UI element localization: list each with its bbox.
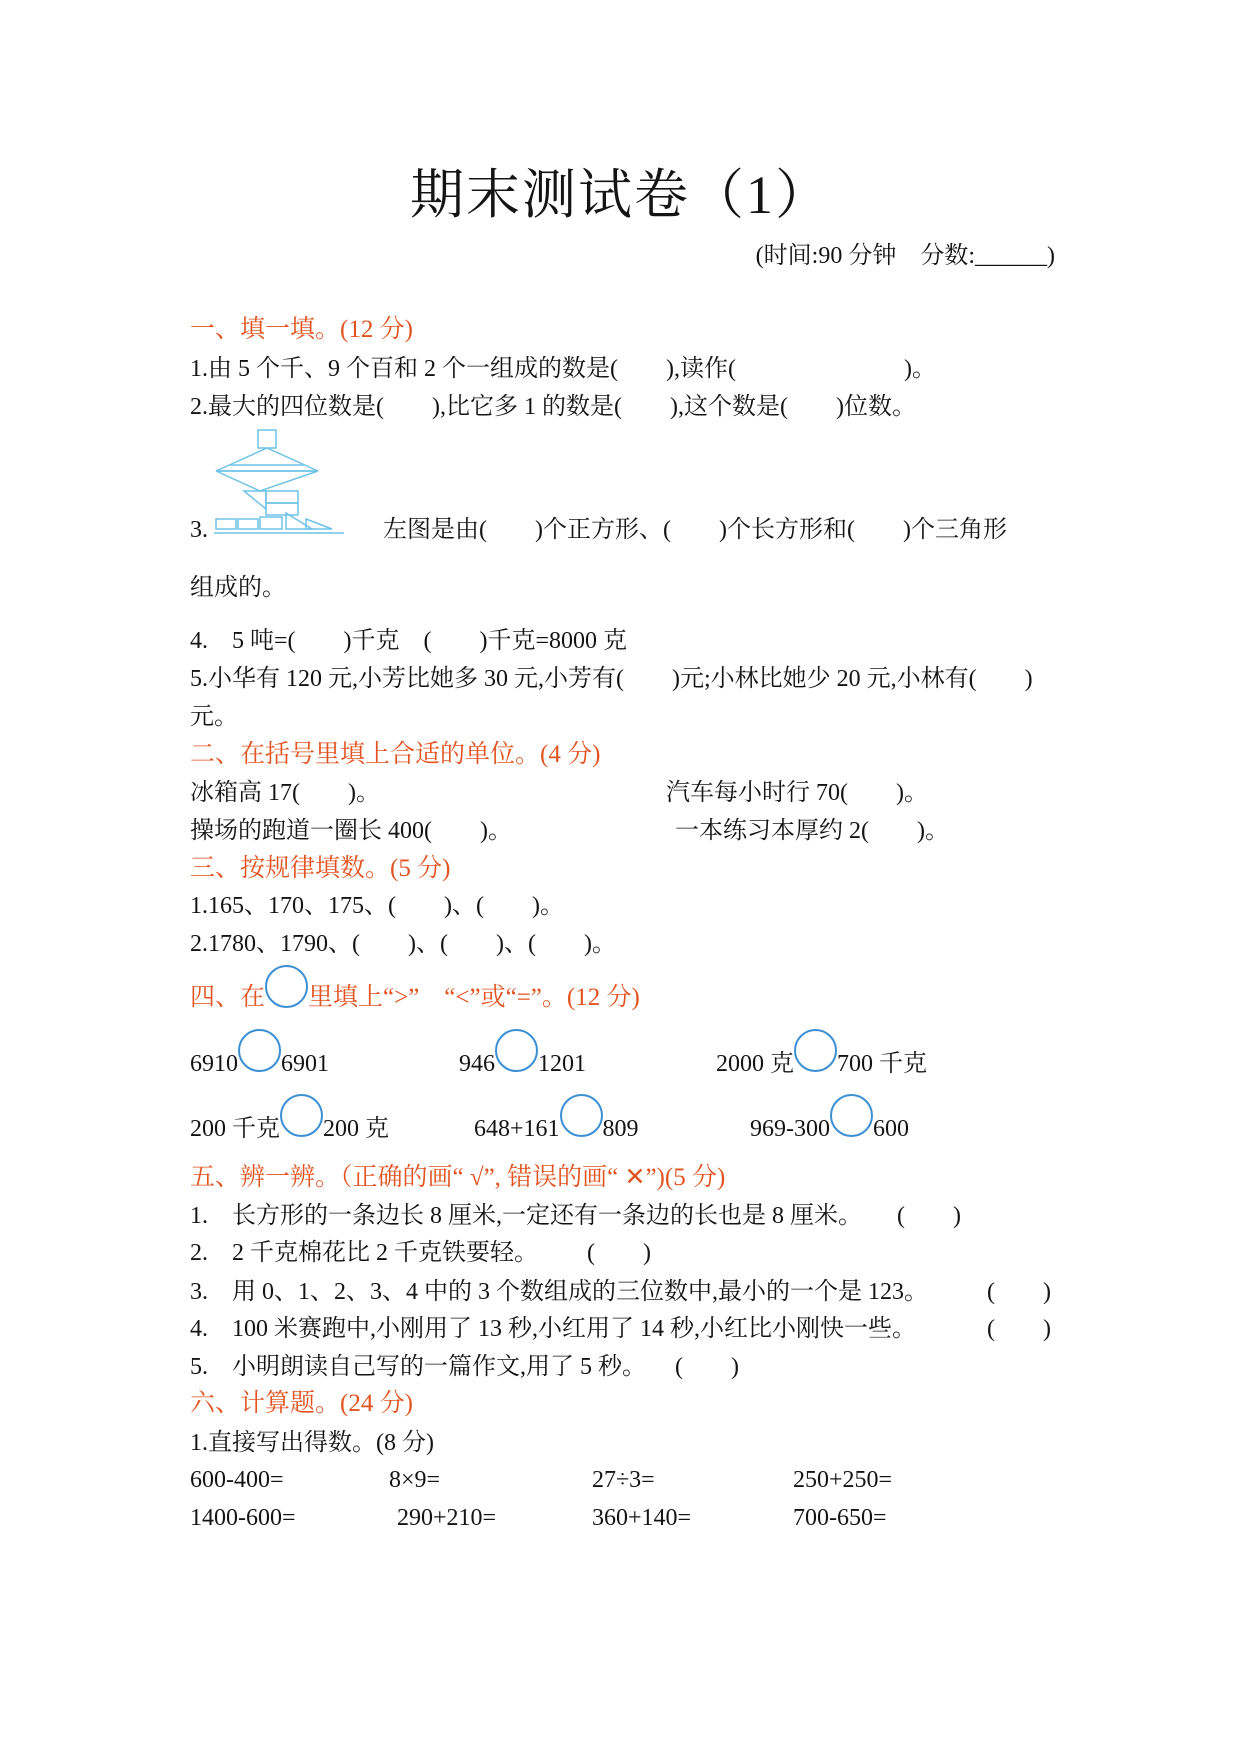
section2-item-3: 操场的跑道一圈长 400( )。 (190, 818, 512, 844)
blank-circle-icon (794, 1029, 837, 1072)
blank-circle-icon (830, 1094, 873, 1137)
judge-item-text: 2. 2 千克棉花比 2 千克铁要轻。 (190, 1240, 538, 1266)
figure-base-rect-3 (260, 517, 282, 529)
figure-base-rect-1 (216, 519, 236, 529)
section1-question-2: 2.最大的四位数是( ),比它多 1 的数是( ),这个数是( )位数。 (190, 394, 916, 420)
comparison-item (459, 1049, 586, 1079)
judge-item-text: 4. 100 米赛跑中,小刚用了 13 秒,小红用了 14 秒,小红比小刚快一些。 (190, 1316, 916, 1342)
blank-circle-icon (560, 1094, 603, 1137)
section6-header: 六、计算题。(24 分) (190, 1390, 413, 1417)
comparison-item (474, 1114, 639, 1144)
section1-question-5: 5.小华有 120 元,小芳比她多 30 元,小芳有( )元;小林比她少 20 元,小林有( ) (190, 666, 1033, 692)
figure-upper-triangle (216, 448, 318, 471)
figure-rectangle-1 (266, 491, 298, 503)
section2-item-4: 一本练习本厚约 2( )。 (675, 818, 949, 844)
section3-header: 三、按规律填数。(5 分) (190, 855, 451, 882)
figure-rectangle-2 (266, 503, 298, 515)
figure-base-rect-2 (238, 519, 258, 529)
section2-item-1: 冰箱高 17( )。 (190, 780, 380, 806)
calc-expression: 360+140= (592, 1505, 692, 1531)
calc-expression: 250+250= (793, 1467, 893, 1493)
judge-item-blank: ( ) (675, 1354, 739, 1380)
calc-expression: 1400-600= (190, 1505, 296, 1531)
comparison-left: 2000 克 (716, 1051, 794, 1077)
comparison-item (750, 1114, 909, 1144)
judge-item-blank: ( ) (987, 1316, 1051, 1342)
calc-expression: 8×9= (389, 1467, 441, 1493)
comparison-right: 1201 (538, 1051, 586, 1077)
comparison-right: 700 千克 (837, 1051, 927, 1077)
section6-subheading: 1.直接写出得数。(8 分) (190, 1430, 434, 1456)
comparison-left: 648+161 (474, 1116, 560, 1142)
judge-item-blank: ( ) (897, 1203, 961, 1229)
comparison-right: 600 (873, 1116, 909, 1142)
judge-item-blank: ( ) (987, 1279, 1051, 1305)
section1-question-3-cont: 组成的。 (190, 575, 286, 601)
blank-circle-icon (280, 1094, 323, 1137)
section1-question-1: 1.由 5 个千、9 个百和 2 个一组成的数是( ),读作( )。 (190, 356, 936, 382)
blank-circle-icon (495, 1029, 538, 1072)
figure-small-triangle (244, 491, 266, 509)
section3-item-2: 2.1780、1790、( )、( )、( )。 (190, 931, 616, 957)
section2-item-2: 汽车每小时行 70( )。 (666, 780, 928, 806)
section4-header-prefix: 四、在 (190, 984, 266, 1011)
section4-header-suffix: 里填上“>” “<”或“=”。(12 分) (308, 984, 640, 1011)
comparison-item (716, 1049, 927, 1079)
comparison-left: 200 千克 (190, 1116, 280, 1142)
figure-lower-triangle (216, 471, 318, 491)
section2-header: 二、在括号里填上合适的单位。(4 分) (190, 741, 601, 768)
judge-item-text: 3. 用 0、1、2、3、4 中的 3 个数组成的三位数中,最小的一个是 123。 (190, 1279, 928, 1305)
section1-question-3-number: 3. (190, 517, 208, 543)
comparison-left: 6910 (190, 1051, 238, 1077)
calc-expression: 600-400= (190, 1467, 284, 1493)
comparison-right: 809 (602, 1116, 639, 1142)
figure-top-square (258, 430, 276, 448)
section3-item-1: 1.165、170、175、( )、( )。 (190, 893, 564, 919)
judge-item-blank: ( ) (587, 1240, 651, 1266)
comparison-item (190, 1114, 389, 1144)
section1-question-5-cont: 元。 (190, 704, 238, 730)
comparison-left: 946 (459, 1051, 495, 1077)
exam-info: (时间:90 分钟 分数:______) (755, 243, 1055, 269)
judge-item-text: 1. 长方形的一条边长 8 厘米,一定还有一条边的长也是 8 厘米。 (190, 1203, 862, 1229)
section1-header: 一、填一填。(12 分) (190, 316, 413, 343)
page-title: 期末测试卷（1） (410, 165, 831, 225)
comparison-right: 6901 (281, 1051, 329, 1077)
shape-figure (214, 429, 344, 539)
section5-header: 五、辨一辨。（正确的画“ √”, 错误的画“ ✕”)(5 分) (190, 1164, 726, 1191)
calc-expression: 27÷3= (592, 1467, 655, 1493)
section1-question-4: 4. 5 吨=( )千克 ( )千克=8000 克 (190, 628, 628, 654)
comparison-left: 969-300 (750, 1116, 830, 1142)
comparison-item (190, 1049, 329, 1079)
figure-base-triangle-1 (286, 513, 312, 529)
calc-expression: 700-650= (793, 1505, 887, 1531)
calc-expression: 290+210= (397, 1505, 497, 1531)
comparison-right: 200 克 (323, 1116, 389, 1142)
judge-item-text: 5. 小明朗读自己写的一篇作文,用了 5 秒。 (190, 1354, 646, 1380)
blank-circle-icon (238, 1029, 281, 1072)
blank-circle-icon (265, 965, 308, 1008)
section4-header (190, 983, 640, 1013)
section1-question-3: 左图是由( )个正方形、( )个长方形和( )个三角形 (383, 517, 1007, 543)
